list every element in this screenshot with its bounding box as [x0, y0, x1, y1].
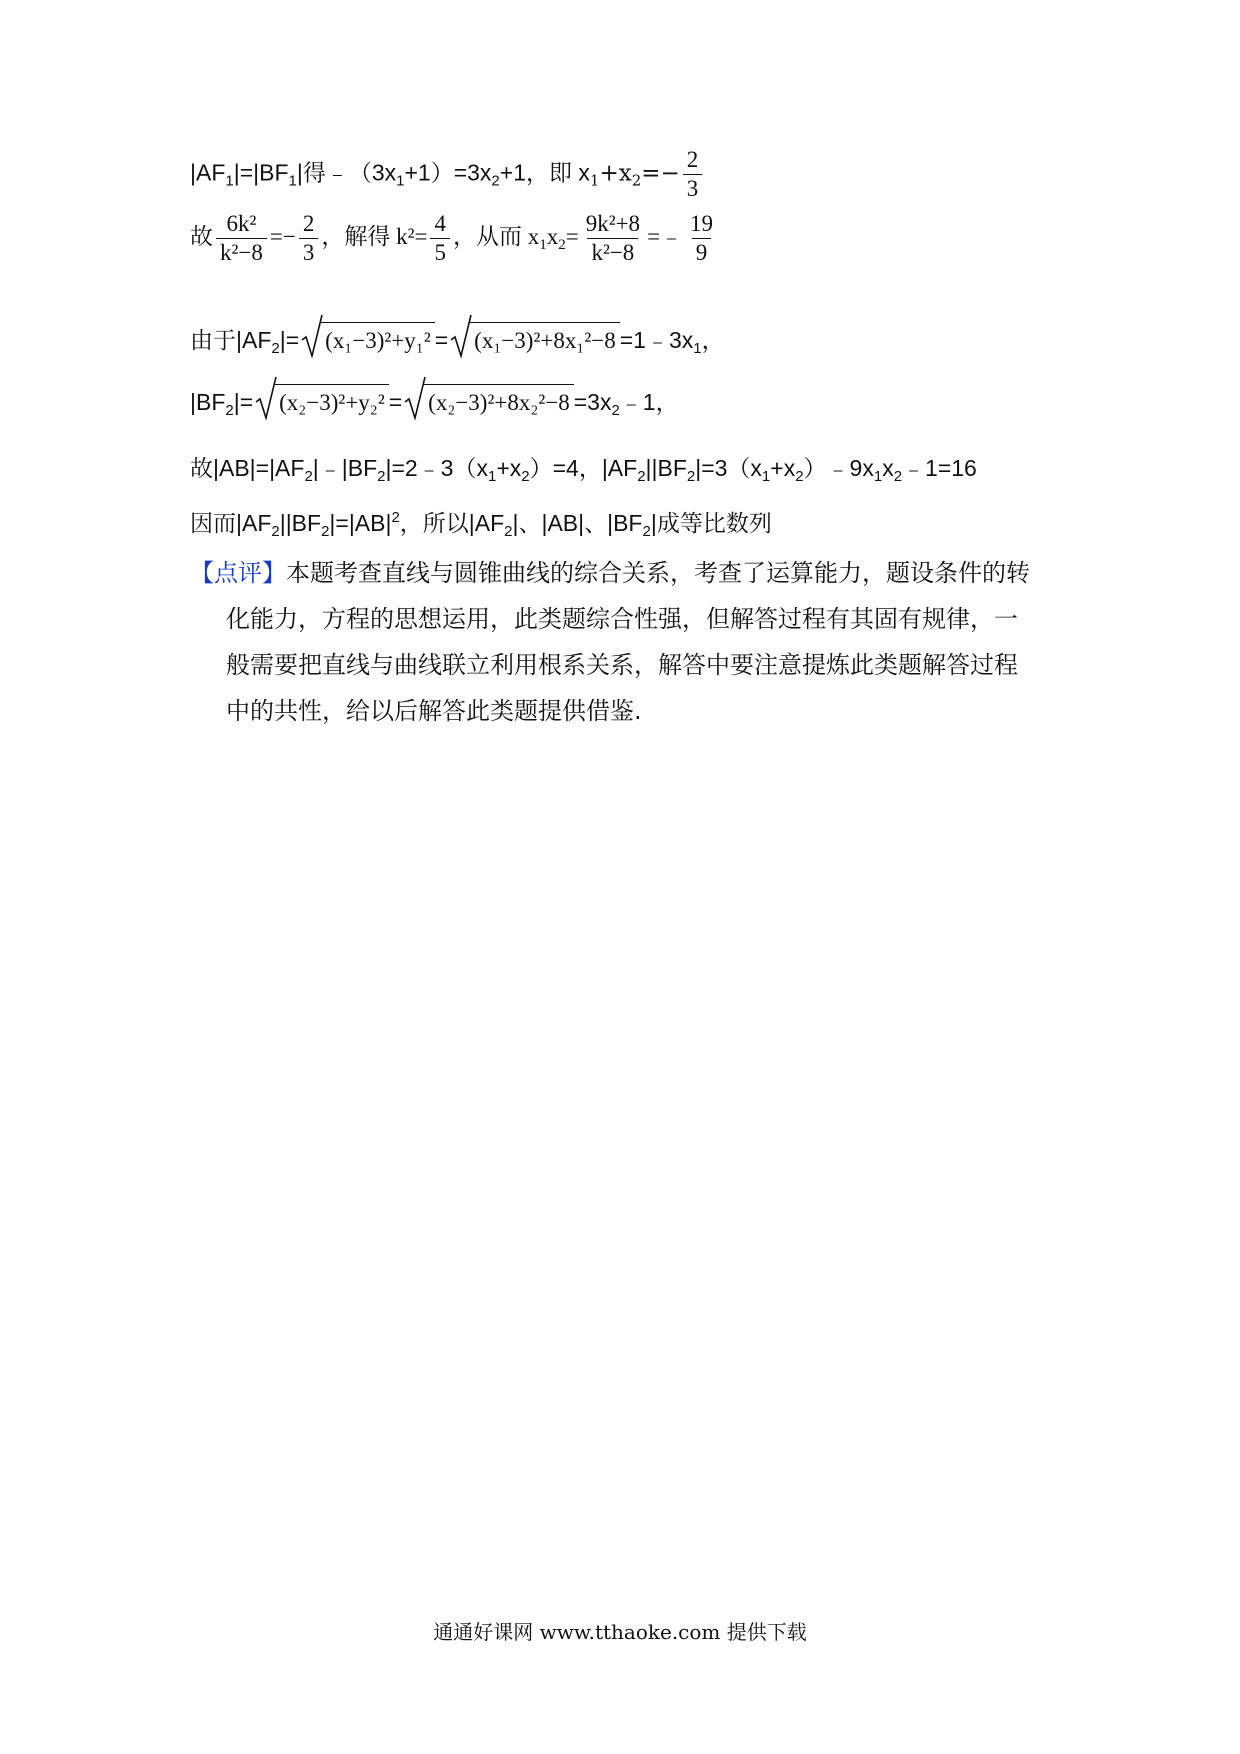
numerator: 2 — [302, 211, 315, 236]
subscript: 2 — [225, 402, 234, 419]
text: 由于|AF — [190, 327, 272, 353]
text: =3x — [573, 389, 612, 415]
square-root — [404, 384, 574, 419]
subscript: 1 — [589, 171, 600, 190]
square-root — [301, 322, 435, 357]
denominator: k²−8 — [587, 238, 638, 267]
text: +x — [599, 160, 632, 187]
radicand: (x₁−3)²+y₁² — [321, 322, 435, 357]
equation-line-2 — [190, 210, 720, 267]
text: +1，即 x — [499, 159, 590, 186]
subscript: 2 — [491, 172, 500, 190]
text: ）﹣9x — [803, 455, 874, 481]
text: |=|AB| — [329, 510, 392, 536]
radical-sign-icon — [301, 314, 323, 358]
subscript: 2 — [271, 523, 280, 540]
subscript: 2 — [304, 468, 313, 485]
text: |﹣|BF — [312, 455, 378, 481]
subscript: 2 — [631, 171, 642, 190]
text: 故|AB|=|AF — [190, 455, 305, 481]
text: x — [546, 223, 559, 249]
radicand: (x₂−3)²+8x₂²−8 — [424, 384, 574, 419]
text: +x — [496, 455, 522, 481]
text: ﹣1=16 — [902, 455, 977, 481]
text: |得﹣（3x — [296, 159, 397, 186]
text: |=3（x — [695, 455, 762, 481]
page-footer: 通通好课网 www.tthaoke.com 提供下载 — [433, 1620, 807, 1644]
text: |、|AB|、|BF — [512, 510, 643, 536]
text: ||BF — [645, 455, 687, 481]
text: |成等比数列 — [650, 510, 772, 536]
fraction — [430, 210, 450, 267]
denominator: 5 — [430, 238, 450, 267]
text: ，所以|AF — [399, 510, 505, 536]
text: |= — [233, 389, 254, 415]
text: = — [388, 389, 403, 415]
comment-line-1 — [190, 550, 1060, 596]
comment-line-4: 中的共性，给以后解答此类题提供借鉴. — [226, 697, 642, 725]
fraction — [686, 210, 717, 267]
text: |BF — [190, 389, 226, 415]
subscript: 2 — [686, 468, 696, 485]
subscript: 1 — [288, 172, 297, 190]
equation-line-5 — [190, 452, 977, 493]
equation-line-6 — [190, 502, 772, 548]
denominator: 3 — [683, 174, 703, 203]
text: 因而|AF — [190, 510, 272, 536]
numerator: 2 — [686, 147, 699, 172]
superscript: 2 — [391, 509, 400, 526]
subscript: 2 — [271, 340, 280, 357]
text: +1）=3x — [404, 159, 492, 186]
text: |=|BF — [233, 159, 289, 186]
subscript: 1 — [693, 340, 702, 357]
subscript: 1 — [539, 236, 547, 253]
text: =− — [269, 223, 296, 249]
radical-sign-icon — [450, 314, 472, 358]
denominator: k²−8 — [216, 238, 267, 267]
text: =1﹣3x — [619, 327, 694, 353]
denominator: 3 — [299, 238, 319, 267]
text: |= — [279, 327, 300, 353]
radicand: (x₂−3)²+y₂² — [275, 384, 389, 419]
text: ，解得 k²= — [321, 223, 428, 249]
equation-line-1 — [190, 146, 705, 203]
subscript: 2 — [893, 468, 903, 485]
equation-line-3 — [190, 322, 725, 365]
text: ，从而 x — [452, 223, 540, 249]
subscript: 1 — [761, 468, 771, 485]
comment-text: 本题考查直线与圆锥曲线的综合关系，考查了运算能力，题设条件的转 — [286, 559, 1030, 587]
text: =﹣ — [647, 223, 684, 249]
subscript: 1 — [396, 172, 405, 190]
numerator: 6k² — [226, 211, 257, 236]
fraction — [582, 210, 644, 267]
radicand: (x₁−3)²+8x₁²−8 — [470, 322, 620, 357]
text: =− — [641, 160, 680, 187]
text: x — [882, 455, 894, 481]
numerator: 19 — [690, 211, 714, 236]
comment-line-2: 化能力，方程的思想运用，此类题综合性强，但解答过程有其固有规律，一 — [226, 605, 1018, 633]
text: +x — [770, 455, 796, 481]
subscript: 2 — [521, 468, 530, 485]
comment-tag: 【点评】 — [190, 559, 286, 587]
text: ﹣1， — [619, 389, 679, 415]
subscript: 2 — [558, 236, 566, 253]
fraction — [683, 146, 703, 203]
denominator: 9 — [692, 238, 712, 267]
comment-line-3: 般需要把直线与曲线联立利用根系关系，解答中要注意提炼此类题解答过程 — [226, 651, 1018, 679]
subscript: 2 — [611, 402, 620, 419]
fraction — [216, 210, 267, 267]
square-root — [450, 322, 620, 357]
text: ||BF — [279, 510, 322, 536]
radical-sign-icon — [404, 376, 426, 420]
subscript: 1 — [873, 468, 883, 485]
text: ， — [701, 327, 725, 353]
subscript: 2 — [795, 468, 804, 485]
numerator: 4 — [434, 211, 446, 236]
subscript: 2 — [642, 523, 651, 540]
comment-paragraph — [190, 550, 1060, 734]
radical-sign-icon — [255, 376, 277, 420]
square-root — [255, 384, 389, 419]
subscript: 2 — [377, 468, 386, 485]
text: 故 — [190, 223, 213, 249]
text: |=2﹣3（x — [385, 455, 488, 481]
subscript: 1 — [487, 468, 497, 485]
text: = — [565, 223, 579, 249]
text: = — [434, 327, 449, 353]
equation-line-4 — [190, 384, 679, 427]
subscript: 2 — [637, 468, 646, 485]
subscript: 2 — [321, 523, 330, 540]
fraction — [299, 210, 319, 267]
text: |AF — [190, 159, 226, 186]
text: ）=4，|AF — [529, 455, 638, 481]
numerator: 9k²+8 — [585, 211, 641, 236]
subscript: 1 — [225, 172, 234, 190]
subscript: 2 — [504, 523, 513, 540]
